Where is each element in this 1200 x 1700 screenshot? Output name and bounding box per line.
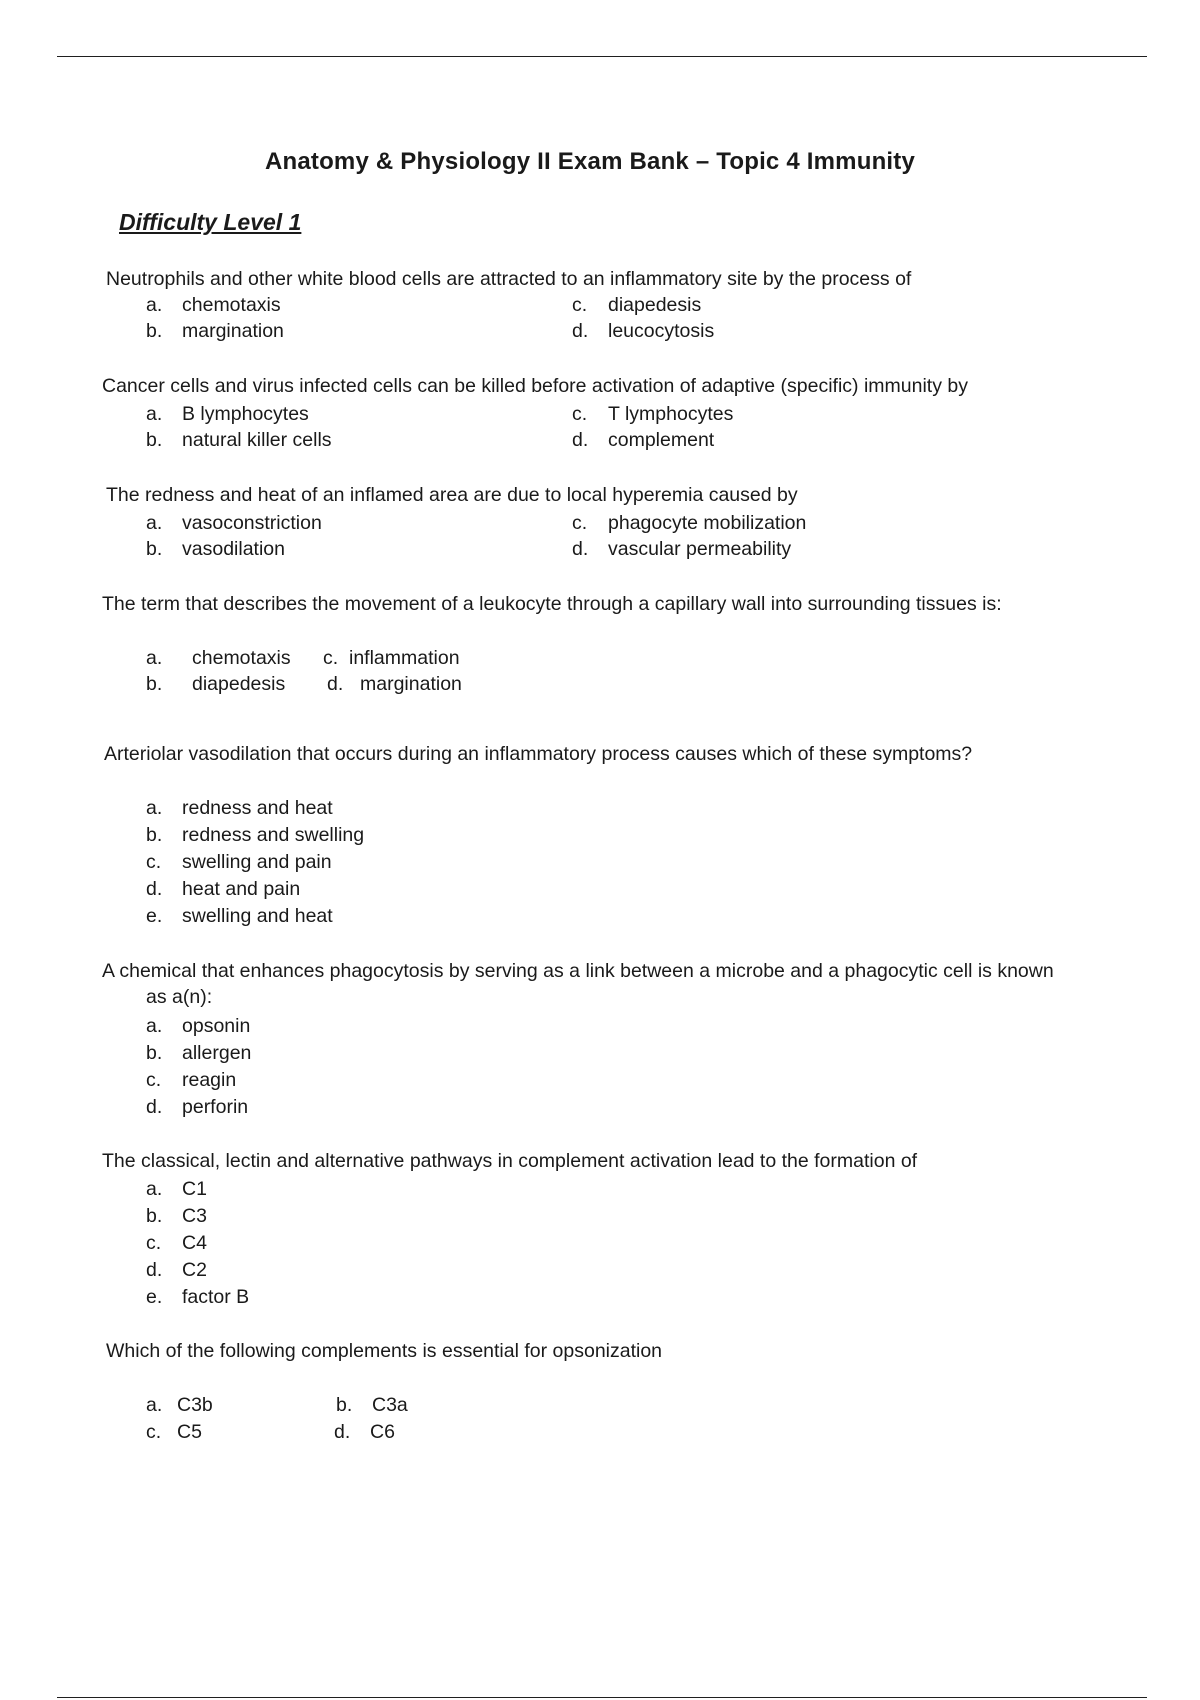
option-letter: a. [146,647,163,669]
option-letter: b. [146,673,163,695]
option-letter: a. [146,797,163,819]
option-a [146,401,309,428]
option-letter: d. [334,1421,351,1443]
option-text: T lymphocytes [608,403,734,425]
option-letter: b. [146,1042,163,1064]
option-b [146,671,285,698]
option-text: chemotaxis [192,647,291,669]
option-letter: e. [146,1286,163,1308]
option-letter: a. [146,294,163,316]
option-text: allergen [182,1042,252,1064]
option-letter: d. [327,673,344,695]
option-text: inflammation [349,647,460,669]
option-letter: c. [323,647,339,669]
option-letter: b. [146,429,163,451]
option-text: C6 [370,1421,395,1443]
option-text: margination [360,673,462,695]
option-c [146,1230,207,1257]
option-d [334,1419,395,1446]
option-letter: b. [146,320,163,342]
option-text: C3a [372,1394,408,1416]
top-rule [57,56,1147,57]
option-letter: a. [146,1394,163,1416]
option-c [572,292,701,319]
option-letter: a. [146,1178,163,1200]
option-letter: b. [146,538,163,560]
option-text: leucocytosis [608,320,715,342]
option-text: swelling and pain [182,851,332,873]
option-letter: c. [572,294,588,316]
option-text: B lymphocytes [182,403,309,425]
question-stem: Arteriolar vasodilation that occurs during an inflammatory process causes which of these symptoms? [104,743,973,765]
option-letter: d. [572,320,589,342]
option-e [146,903,333,930]
option-letter: d. [146,1259,163,1281]
option-letter: d. [146,1096,163,1118]
option-text: C2 [182,1259,207,1281]
option-text: chemotaxis [182,294,281,316]
option-d [327,671,462,698]
option-text: perforin [182,1096,249,1118]
option-text: swelling and heat [182,905,333,927]
option-letter: c. [146,1069,162,1091]
question-stem: Neutrophils and other white blood cells are attracted to an inflammatory site by the process of [106,268,912,290]
option-d [572,318,714,345]
option-text: factor B [182,1286,250,1308]
difficulty-heading: Difficulty Level 1 [119,209,302,235]
option-d [146,876,300,903]
option-a [146,292,281,319]
option-d [146,1094,248,1121]
option-letter: c. [572,403,588,425]
option-letter: d. [146,878,163,900]
option-a [146,1176,207,1203]
option-letter: c. [572,512,588,534]
option-text: vasodilation [182,538,285,560]
option-letter: c. [146,1232,162,1254]
option-text: C3 [182,1205,207,1227]
option-text: margination [182,320,284,342]
option-text: phagocyte mobilization [608,512,807,534]
option-c [146,1419,202,1446]
question-stem: A chemical that enhances phagocytosis by serving as a link between a microbe and a phagocytic cell is known [102,960,1054,982]
option-letter: c. [146,1421,162,1443]
option-text: diapedesis [192,673,286,695]
option-c [572,401,733,428]
option-letter: c. [146,851,162,873]
option-text: natural killer cells [182,429,332,451]
option-b [146,1203,207,1230]
option-letter: b. [146,1205,163,1227]
option-c [323,645,460,672]
option-text: complement [608,429,715,451]
option-a [146,795,333,822]
option-a [146,1013,250,1040]
question-stem: Which of the following complements is essential for opsonization [106,1340,663,1362]
document-title: Anatomy & Physiology II Exam Bank – Topic 4 Immunity [264,148,916,175]
option-c [572,510,806,537]
option-letter: b. [336,1394,353,1416]
option-b [146,536,285,563]
option-letter: a. [146,512,163,534]
option-b [146,822,364,849]
option-letter: d. [572,538,589,560]
option-text: diapedesis [608,294,702,316]
question-stem: The classical, lectin and alternative pathways in complement activation lead to the formation of [102,1150,918,1172]
option-e [146,1284,249,1311]
option-text: C4 [182,1232,207,1254]
question-stem: The term that describes the movement of a leukocyte through a capillary wall into surrounding tissues is: [102,593,1002,615]
question-stem: Cancer cells and virus infected cells can be killed before activation of adaptive (specific) immunity by [102,375,968,397]
option-letter: b. [146,824,163,846]
option-text: C5 [177,1421,202,1443]
option-d [572,536,791,563]
option-letter: e. [146,905,163,927]
question-stem-continuation: as a(n): [146,986,213,1008]
question-stem: The redness and heat of an inflamed area are due to local hyperemia caused by [106,484,798,506]
bottom-rule [57,1697,1147,1698]
option-text: redness and heat [182,797,333,819]
option-text: vasoconstriction [182,512,322,534]
option-d [146,1257,207,1284]
option-letter: a. [146,1015,163,1037]
option-a [146,645,291,672]
option-text: opsonin [182,1015,251,1037]
option-b [146,427,332,454]
option-letter: d. [572,429,589,451]
option-text: heat and pain [182,878,301,900]
option-text: C3b [177,1394,213,1416]
option-b [146,318,284,345]
option-b [336,1392,408,1419]
option-text: C1 [182,1178,207,1200]
option-text: reagin [182,1069,237,1091]
option-d [572,427,714,454]
option-text: vascular permeability [608,538,792,560]
option-letter: a. [146,403,163,425]
option-a [146,510,322,537]
option-a [146,1392,213,1419]
option-c [146,1067,236,1094]
option-c [146,849,332,876]
option-text: redness and swelling [182,824,365,846]
option-b [146,1040,251,1067]
